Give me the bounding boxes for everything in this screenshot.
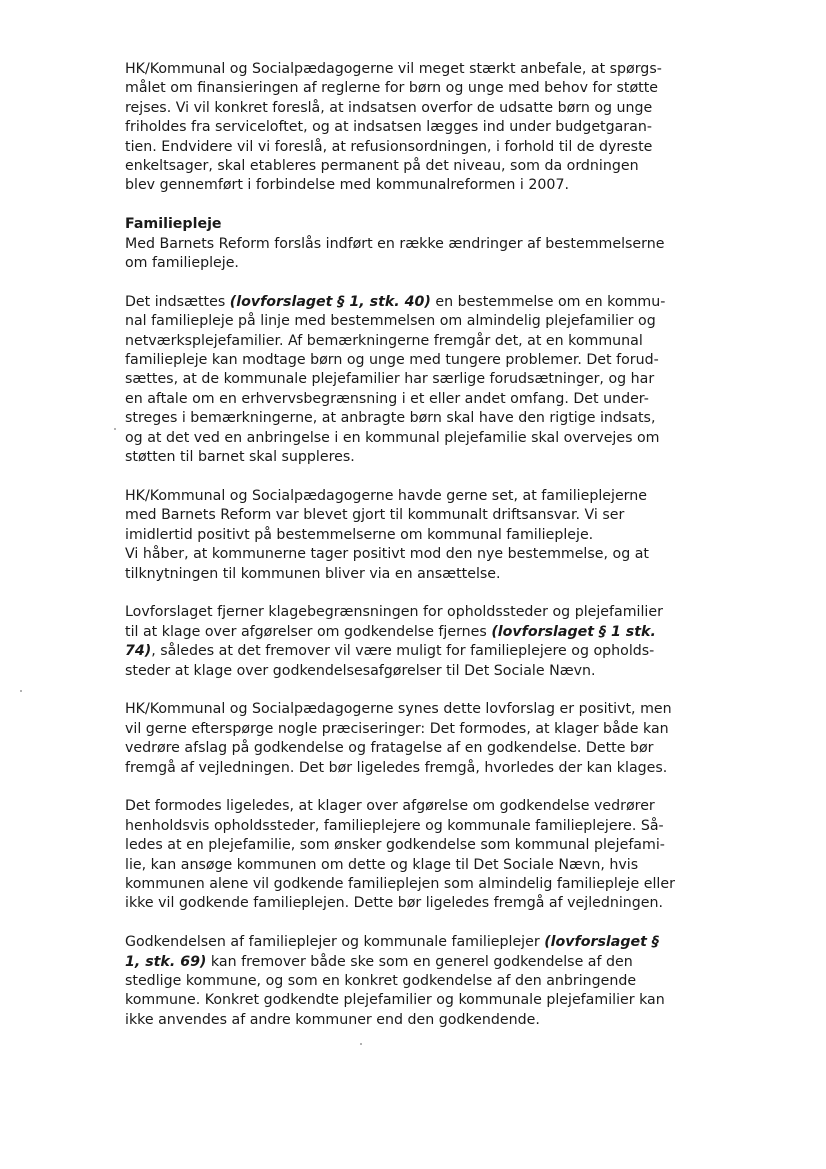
paragraph-driftsansvar: HK/Kommunal og Socialpædagogerne havde gerne set, at familieplejerne med Barnets Reform var blevet gjort til kommunalt driftsansvar. Vi ser imidlertid positivt på bestemmelserne om kommunal familiepleje. Vi håber, at kommunerne tager positivt mod den nye bestemmelse, og at tilknytningen til kommunen bliver via en ansættelse. (125, 487, 649, 582)
law-reference: (lovforslaget § 1 stk. 74) (125, 623, 656, 660)
scan-speck (360, 1043, 362, 1045)
paragraph-text: Lovforslaget fjerner klagebegrænsningen for opholdssteder og plejefamilier til at klage over afgørelser om godkendelse fjernes (125, 604, 663, 640)
paragraph-text: en bestemmelse om en kommu- nal familiepleje på linje med bestemmelsen om almindelig plejefamilier og netværksplejefamilier. Af bemærkningerne fremgår det, at en kommunal familiepleje kan modtage børn og unge med tungere problemer. Det forud- sættes, at de kommunale plejefamilier har særlige forudsætninger, og har en aftale om en erhvervsbegrænsning i et eller andet omfang. Det under- streges i bemærkningerne, at anbragte børn skal have den rigtige indsats, og at det ved en anbringelse i en kommunal plejefamilie skal overvejes om støtten til barnet skal suppleres. (125, 293, 666, 466)
paragraph-text: Det indsættes (125, 293, 230, 310)
document-page (125, 60, 705, 1050)
paragraph-klagebegraensning (125, 603, 705, 681)
paragraph-text: , således at det fremover vil være muligt for familieplejere og opholds- steder at klage over godkendelsesafgørelser til Det Sociale Nævn. (125, 643, 655, 679)
section-heading-familiepleje: Familiepleje (125, 216, 222, 233)
paragraph-klager-godkendelse: Det formodes ligeledes, at klager over afgørelse om godkendelse vedrører henholdsvis opholdssteder, familieplejere og kommunale familieplejere. Så- ledes at en plejefamilie, som ønsker godkendelse som kommunal plejefami- lie, kan ansøge kommunen om dette og klage til Det Sociale Nævn, hvis kommunen alene vil godkende familieplejen som almindelig familiepleje eller ikke vil godkende familieplejen. Dette bør ligeledes fremgå af vejledningen. (125, 798, 675, 912)
paragraph-financing: HK/Kommunal og Socialpædagogerne vil meget stærkt anbefale, at spørgs- målet om finansieringen af reglerne for børn og unge med behov for støtte rejses. Vi vil konkret foreslå, at indsatsen overfor de udsatte børn og unge friholdes fra serviceloftet, og at indsatsen lægges ind under budgetgaran- tien. Endvidere vil vi foreslå, at refusionsordningen, i forhold til de dyreste enkeltsager, skal etableres permanent på det niveau, som da ordningen blev gennemført i forbindelse med kommunalreformen i 2007. (125, 61, 662, 194)
paragraph-text: kan fremover både ske som en generel godkendelse af den stedlige kommune, og som en konkret godkendelse af den anbringende kommune. Konkret godkendte plejefamilier og kommunale plejefamilier kan ikke anvendes af andre kommuner end den godkendende. (125, 953, 665, 1028)
paragraph-intro-familiepleje: Med Barnets Reform forslås indført en række ændringer af bestemmelserne om familiepleje. (125, 235, 665, 272)
law-reference: (lovforslaget § 1, stk. 69) (125, 934, 659, 970)
paragraph-kommunal-familiepleje (125, 293, 705, 468)
paragraph-praeciseringer: HK/Kommunal og Socialpædagogerne synes dette lovforslag er positivt, men vil gerne efterspørge nogle præciseringer: Det formodes, at klager både kan vedrøre afslag på godkendelse og fratagelse af en godkendelse. Dette bør fremgå af vejledningen. Det bør ligeledes fremgå, hvorledes der kan klages. (125, 701, 672, 776)
scan-speck (20, 690, 22, 692)
paragraph-text: Godkendelsen af familieplejer og kommunale familieplejer (125, 934, 545, 951)
scan-speck (114, 428, 116, 430)
paragraph-godkendelse (125, 933, 705, 1030)
law-reference: (lovforslaget § 1, stk. 40) (229, 293, 431, 310)
